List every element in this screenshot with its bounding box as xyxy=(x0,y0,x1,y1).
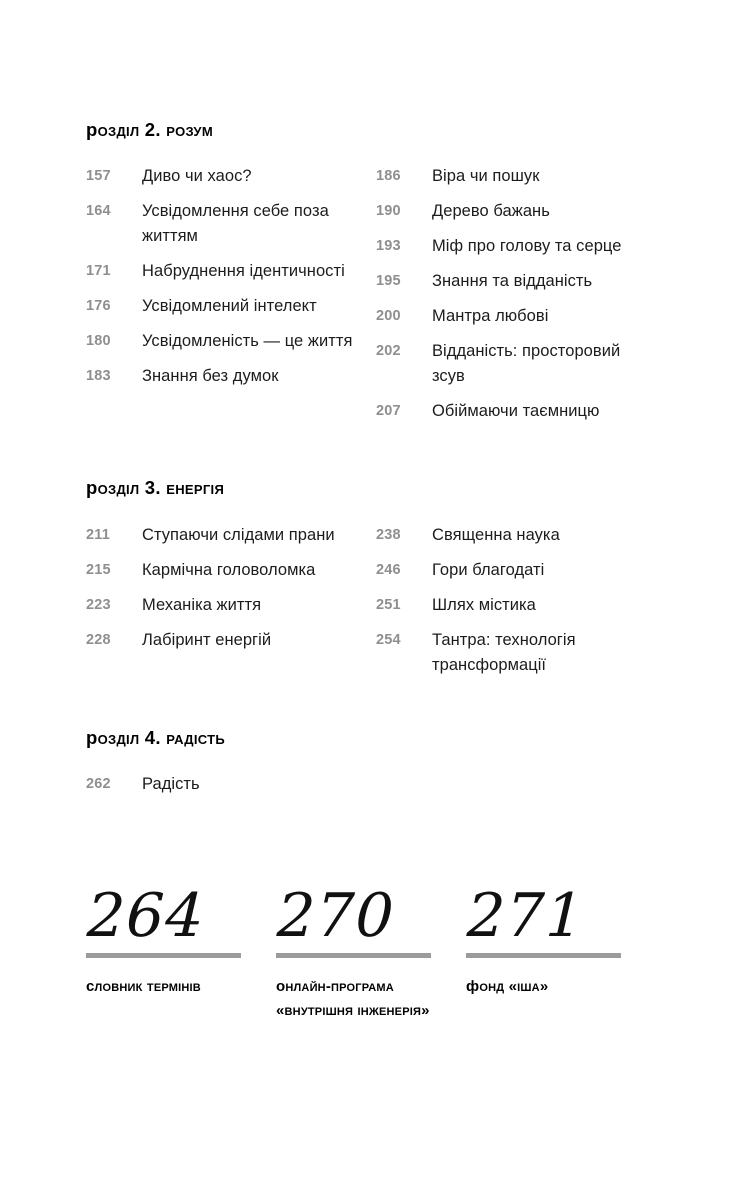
toc-entry[interactable] xyxy=(376,199,666,224)
toc-entry-page-number: 186 xyxy=(376,168,401,185)
chapter-2-heading-wrap xyxy=(86,120,670,140)
chapter-4-heading: розділ 4. радість xyxy=(86,726,225,748)
toc-entry-page-number: 171 xyxy=(86,263,111,280)
toc-entry-page-number: 164 xyxy=(86,203,111,220)
toc-entry-title: Священна наука xyxy=(432,525,560,544)
toc-entry-page-number: 200 xyxy=(376,308,401,325)
section-spacer xyxy=(86,434,670,478)
toc-entry[interactable] xyxy=(86,523,376,548)
toc-entry[interactable] xyxy=(86,628,376,653)
toc-entry-title: Механіка життя xyxy=(142,595,262,614)
toc-entry-title: Відданість: просторовий зсув xyxy=(432,342,621,386)
toc-entry-page-number: 207 xyxy=(376,403,401,420)
chapter-3-heading: розділ 3. енергія xyxy=(86,477,225,499)
toc-entry[interactable] xyxy=(86,558,376,583)
toc-entry-page-number: 195 xyxy=(376,273,401,290)
toc-entry[interactable] xyxy=(376,304,666,329)
chapter-3-heading-wrap xyxy=(86,478,670,498)
toc-section-chapter-4 xyxy=(86,728,670,807)
toc-entry[interactable] xyxy=(86,364,376,389)
toc-entry-title: Гори благодаті xyxy=(432,560,545,579)
chapter-2-left-column xyxy=(86,164,376,399)
toc-entry[interactable] xyxy=(376,269,666,294)
back-matter-page-number: 264 xyxy=(85,881,206,952)
toc-entry[interactable] xyxy=(376,593,666,618)
toc-entry[interactable] xyxy=(86,259,376,284)
toc-entry[interactable] xyxy=(86,772,376,797)
toc-entry-page-number: 183 xyxy=(86,368,111,385)
toc-entry[interactable] xyxy=(86,199,376,249)
toc-entry-title: Шлях містика xyxy=(432,595,536,614)
toc-entry-title: Знання та відданість xyxy=(432,272,593,291)
toc-entry-title: Знання без думок xyxy=(142,367,279,386)
toc-entry-page-number: 157 xyxy=(86,168,111,185)
toc-entry-title: Лабіринт енергій xyxy=(142,630,272,649)
toc-entry-page-number: 211 xyxy=(86,526,110,543)
back-matter-label: онлайн-програма «внутрішня інженерія» xyxy=(276,978,430,1020)
toc-entry-page-number: 254 xyxy=(376,631,401,648)
toc-entry-page-number: 223 xyxy=(86,596,111,613)
toc-entry-title: Мантра любові xyxy=(432,307,549,326)
toc-section-chapter-3 xyxy=(86,478,670,687)
back-matter-block-isha-foundation[interactable] xyxy=(465,881,656,1023)
toc-entry[interactable] xyxy=(376,164,666,189)
toc-entry-title: Радість xyxy=(142,775,200,794)
toc-entry[interactable] xyxy=(376,339,666,389)
toc-entry-title: Диво чи хаос? xyxy=(142,167,252,186)
chapter-4-left-column xyxy=(86,772,376,807)
back-matter-rule xyxy=(86,953,241,958)
chapter-4-columns xyxy=(86,772,670,807)
chapter-4-heading-wrap xyxy=(86,728,670,748)
back-matter-label: фонд «іша» xyxy=(466,978,549,996)
back-matter-block-glossary[interactable] xyxy=(85,881,276,1023)
chapter-3-right-column xyxy=(376,523,666,688)
toc-entry-page-number: 238 xyxy=(376,526,401,543)
toc-entry-title: Тантра: технологія трансформації xyxy=(432,630,576,674)
toc-entry-page-number: 190 xyxy=(376,203,401,220)
toc-entry-page-number: 176 xyxy=(86,298,111,315)
toc-entry-title: Обіймаючи таємницю xyxy=(432,402,600,421)
chapter-2-columns xyxy=(86,164,670,434)
toc-entry-page-number: 228 xyxy=(86,631,111,648)
toc-entry-title: Усвідомленість — це життя xyxy=(142,332,353,351)
toc-entry-page-number: 246 xyxy=(376,561,401,578)
back-matter-block-online-program[interactable] xyxy=(275,881,466,1023)
toc-entry-page-number: 193 xyxy=(376,238,401,255)
toc-entry[interactable] xyxy=(376,558,666,583)
toc-entry-title: Міф про голову та серце xyxy=(432,237,622,256)
toc-entry-title: Кармічна головоломка xyxy=(142,560,316,579)
toc-entry-title: Ступаючи слідами прани xyxy=(142,525,335,544)
toc-entry-page-number: 202 xyxy=(376,343,401,360)
toc-entry-title: Дерево бажань xyxy=(432,202,550,221)
section-spacer xyxy=(86,688,670,728)
toc-entry[interactable] xyxy=(86,329,376,354)
back-matter-rule xyxy=(466,953,621,958)
chapter-2-right-column xyxy=(376,164,666,434)
toc-entry[interactable] xyxy=(376,399,666,424)
toc-entry[interactable] xyxy=(376,523,666,548)
back-matter-row xyxy=(85,881,670,1023)
chapter-3-left-column xyxy=(86,523,376,663)
toc-entry[interactable] xyxy=(376,628,666,678)
toc-entry-title: Віра чи пошук xyxy=(432,167,540,186)
toc-entry[interactable] xyxy=(86,593,376,618)
toc-entry-page-number: 251 xyxy=(376,596,401,613)
toc-entry-page-number: 262 xyxy=(86,776,111,793)
back-matter-page-number: 270 xyxy=(275,881,396,952)
toc-entry-page-number: 180 xyxy=(86,333,111,350)
chapter-3-columns xyxy=(86,523,670,688)
chapter-2-heading: розділ 2. розум xyxy=(86,119,213,140)
toc-entry-title: Усвідомлений інтелект xyxy=(142,297,317,316)
toc-section-chapter-2 xyxy=(86,120,670,434)
toc-entry-title: Усвідомлення себе поза життям xyxy=(142,202,329,246)
toc-entry[interactable] xyxy=(376,234,666,259)
back-matter-page-number: 271 xyxy=(465,881,586,952)
back-matter-rule xyxy=(276,953,431,958)
toc-entry[interactable] xyxy=(86,164,376,189)
back-matter-label: словник термінів xyxy=(86,978,201,996)
toc-entry-page-number: 215 xyxy=(86,561,111,578)
toc-entry-title: Набруднення ідентичності xyxy=(142,262,345,281)
toc-entry[interactable] xyxy=(86,294,376,319)
